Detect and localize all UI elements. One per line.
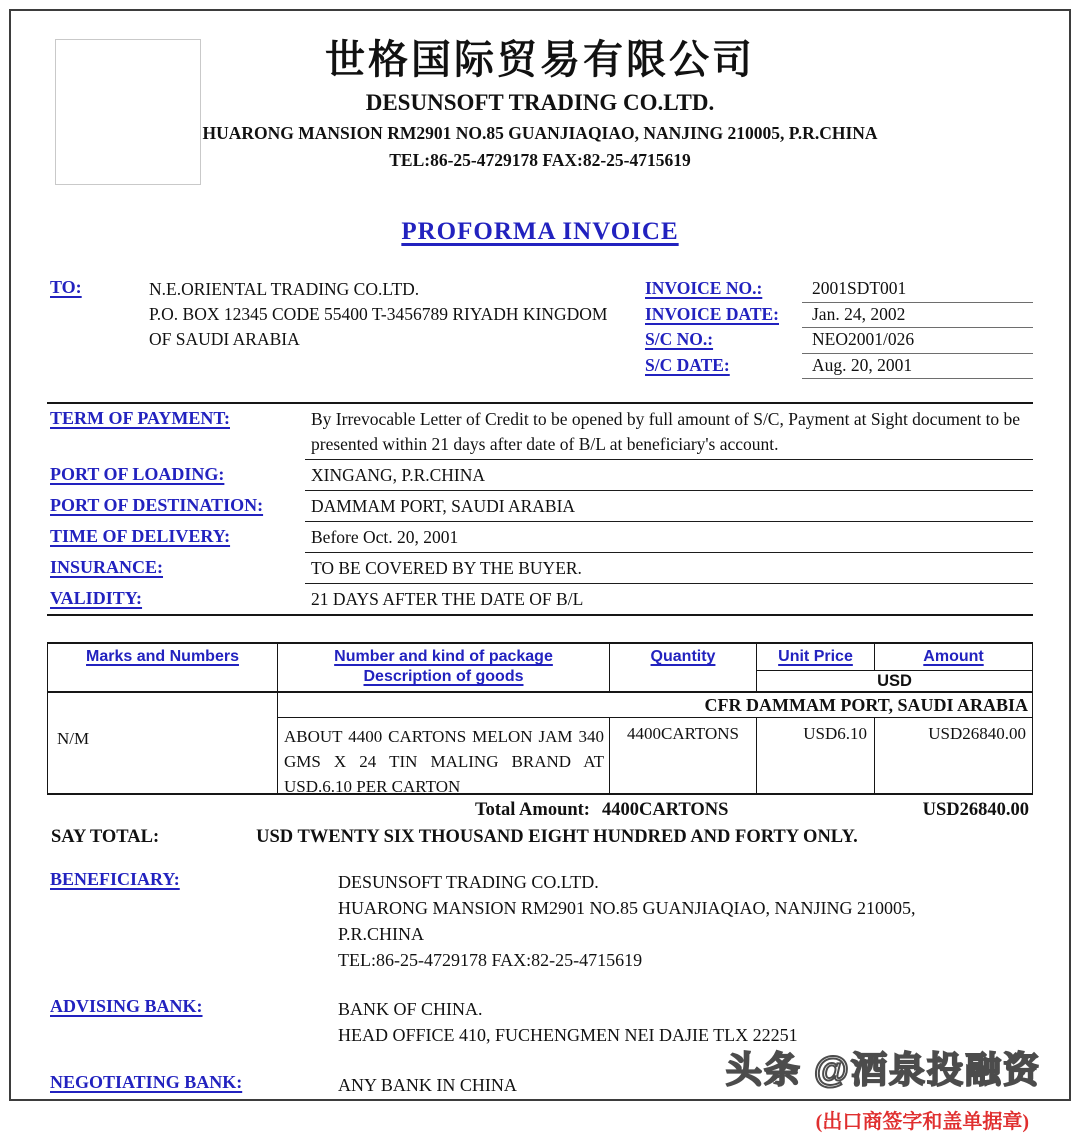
invoice-info-section: [47, 277, 1033, 379]
beneficiary-line: TEL:86-25-4729178 FAX:82-25-4715619: [338, 950, 643, 971]
port-of-destination-value: DAMMAM PORT, SAUDI ARABIA: [305, 491, 1033, 522]
port-of-loading-row: [47, 460, 1033, 491]
invoice-page: [9, 9, 1071, 1134]
sc-date-label: S/C DATE:: [645, 354, 730, 375]
total-amount-value: USD26840.00: [922, 800, 1029, 821]
insurance-row: [47, 553, 1033, 584]
consignee-line: N.E.ORIENTAL TRADING CO.LTD.: [149, 279, 420, 299]
insurance-value: TO BE COVERED BY THE BUYER.: [305, 553, 1033, 584]
consignee-address: [149, 277, 607, 379]
goods-description: ABOUT 4400 CARTONS MELON JAM 340 GMS X 24 TIN MALING BRAND AT USD.6.10 PER CARTON: [278, 718, 610, 793]
invoice-meta-block: [645, 277, 1033, 379]
term-of-payment-value: By Irrevocable Letter of Credit to be opened by full amount of S/C, Payment at Sight document to be presented within 21 days after date of B/L at beneficiary's account.: [305, 404, 1033, 460]
company-address: HUARONG MANSION RM2901 NO.85 GUANJIAQIAO, NANJING 210005, P.R.CHINA: [202, 123, 878, 143]
time-of-delivery-value: Before Oct. 20, 2001: [305, 522, 1033, 553]
advising-bank-details: [338, 996, 798, 1048]
advising-bank-line: BANK OF CHINA.: [338, 999, 483, 1020]
say-total-value: USD TWENTY SIX THOUSAND EIGHT HUNDRED AND FORTY ONLY.: [256, 827, 858, 848]
invoice-no-label: INVOICE NO.:: [645, 278, 763, 298]
amount-header: Amount: [923, 648, 984, 666]
total-amount-row: [47, 800, 1033, 821]
invoice-date-value: Jan. 24, 2002: [802, 303, 1033, 329]
meta-row-invoice-date: [645, 303, 1033, 329]
negotiating-bank-line: ANY BANK IN CHINA: [338, 1075, 517, 1096]
company-tel-fax: TEL:86-25-4729178 FAX:82-25-4715619: [389, 150, 691, 170]
exporter-signature-note: (出口商签字和盖单据章): [815, 1111, 1029, 1134]
beneficiary-line: DESUNSOFT TRADING CO.LTD.: [338, 872, 599, 893]
marks-blank-cell: [48, 693, 278, 718]
document-title: PROFORMA INVOICE: [401, 218, 679, 245]
amount-value: USD26840.00: [928, 724, 1026, 744]
consignee-line: OF SAUDI ARABIA: [149, 329, 300, 349]
meta-row-sc-no: [645, 328, 1033, 354]
consignee-block: [47, 277, 645, 379]
meta-row-invoice-no: [645, 277, 1033, 303]
say-total-row: [47, 827, 1033, 848]
goods-table: [47, 642, 1033, 795]
negotiating-bank-label: NEGOTIATING BANK:: [50, 1072, 243, 1093]
sc-no-label: S/C NO.:: [645, 329, 714, 350]
consignee-line: P.O. BOX 12345 CODE 55400 T-3456789 RIYADH KINGDOM: [149, 304, 608, 324]
advising-bank-label: ADVISING BANK:: [50, 996, 203, 1017]
port-of-destination-row: [47, 491, 1033, 522]
beneficiary-label: BENEFICIARY:: [50, 869, 180, 890]
invoice-date-label: INVOICE DATE:: [645, 303, 779, 324]
company-name-english: DESUNSOFT TRADING CO.LTD.: [365, 90, 715, 115]
invoice-no-value: 2001SDT001: [802, 277, 1033, 303]
meta-row-sc-date: [645, 354, 1033, 380]
total-amount-label: Total Amount:: [475, 800, 590, 821]
terms-section: [47, 402, 1033, 616]
advising-bank-line: HEAD OFFICE 410, FUCHENGMEN NEI DAJIE TLX 22251: [338, 1025, 798, 1046]
unit-price-value: USD6.10: [757, 718, 875, 793]
port-of-destination-label: PORT OF DESTINATION:: [50, 495, 264, 516]
marks-header: Marks and Numbers: [86, 648, 239, 666]
currency-header: USD: [757, 671, 1032, 693]
validity-label: VALIDITY:: [50, 588, 143, 609]
total-quantity: 4400CARTONS: [601, 800, 729, 821]
sc-date-value: Aug. 20, 2001: [802, 354, 1033, 380]
term-of-payment-label: TERM OF PAYMENT:: [50, 408, 230, 429]
unit-price-header: Unit Price: [778, 648, 853, 666]
quantity-header: Quantity: [650, 648, 716, 666]
term-of-payment-row: [47, 404, 1033, 460]
company-name-chinese: 世格国际贸易有限公司: [325, 37, 755, 82]
port-of-loading-label: PORT OF LOADING:: [50, 464, 225, 485]
quantity-value: 4400CARTONS: [610, 718, 757, 793]
sc-no-value: NEO2001/026: [802, 328, 1033, 354]
beneficiary-line: P.R.CHINA: [338, 924, 425, 945]
beneficiary-row: [47, 869, 1033, 973]
beneficiary-details: [338, 869, 916, 973]
time-of-delivery-label: TIME OF DELIVERY:: [50, 526, 231, 547]
logo-placeholder: [55, 39, 201, 185]
say-total-label: SAY TOTAL:: [51, 827, 160, 848]
to-label: TO:: [50, 277, 82, 297]
validity-row: [47, 584, 1033, 614]
insurance-label: INSURANCE:: [50, 557, 164, 578]
beneficiary-line: HUARONG MANSION RM2901 NO.85 GUANJIAQIAO, NANJING 210005,: [338, 898, 916, 919]
letterhead: [47, 11, 1033, 171]
time-of-delivery-row: [47, 522, 1033, 553]
marks-value: N/M: [48, 718, 278, 793]
validity-value: 21 DAYS AFTER THE DATE OF B/L: [311, 589, 584, 610]
package-header: Number and kind of package Description of goods: [278, 644, 610, 693]
toutiao-watermark: 头条 @酒泉投融资: [725, 1049, 1041, 1090]
port-of-loading-value: XINGANG, P.R.CHINA: [305, 460, 1033, 491]
price-term: CFR DAMMAM PORT, SAUDI ARABIA: [278, 693, 1032, 718]
negotiating-bank-details: [338, 1072, 517, 1098]
advising-bank-row: [47, 996, 1033, 1048]
